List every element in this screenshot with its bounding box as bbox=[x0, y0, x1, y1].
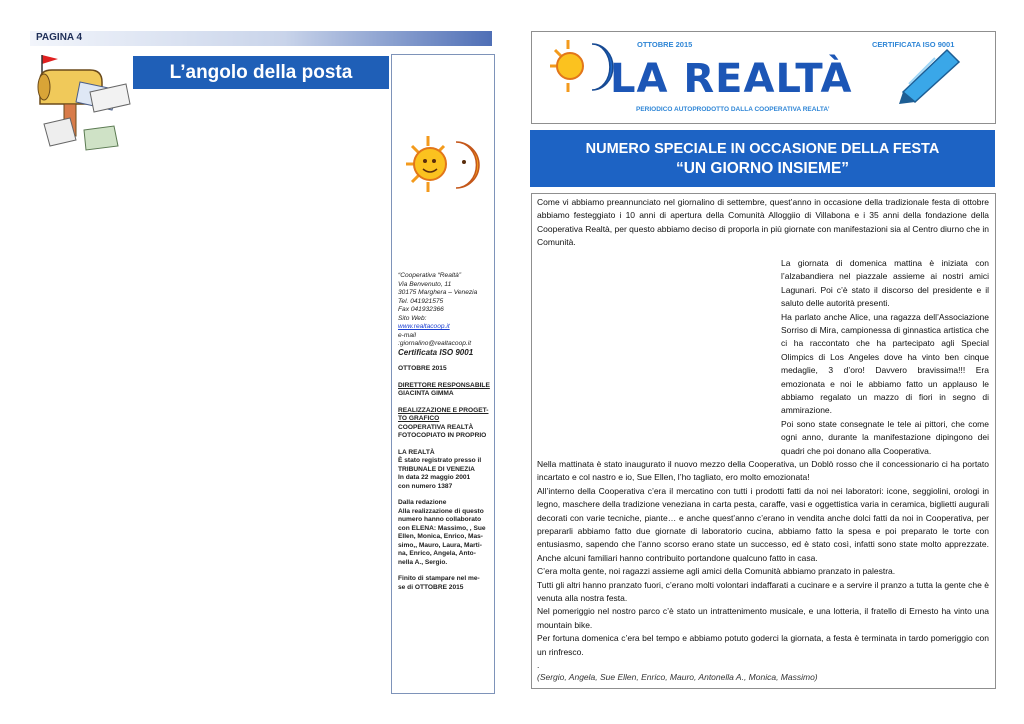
realization-label: REALIZZAZIONE E PROGET- bbox=[398, 406, 489, 414]
redazione-line: nella A., Sergio. bbox=[398, 558, 448, 566]
registration-line: È stato registrato presso il bbox=[398, 457, 482, 464]
realization-label: TO GRAFICO bbox=[398, 415, 440, 422]
colophon-text bbox=[398, 272, 490, 592]
headline-banner bbox=[530, 130, 995, 187]
page-number: PAGINA 4 bbox=[36, 32, 83, 43]
address-line: Via Benvenuto, 11 bbox=[398, 280, 452, 288]
mailbox-icon bbox=[30, 52, 135, 152]
website-label: Sito Web: bbox=[398, 314, 427, 322]
print-line: se di OTTOBRE 2015 bbox=[398, 583, 464, 591]
paragraph: Nella mattinata è stato inaugurato il nuovo mezzo della Cooperativa, un Doblò rosso che il concessionario ci ha portato incartato e col nastro e io, Sue Ellen, l’ho tagliato, ero molto emozionata! bbox=[537, 459, 989, 483]
paragraph: Nel pomeriggio nel nostro parco c’è stato un intrattenimento musicale, e una lotteria, il fratello di Ernesto ha vinto una mountain bike. bbox=[537, 606, 989, 630]
website-link[interactable]: www.realtacoop.it bbox=[398, 323, 450, 330]
redazione-line: na, Enrico, Angela, Anto- bbox=[398, 550, 476, 557]
article-body bbox=[537, 458, 989, 673]
registration-line: TRIBUNALE DI VENEZIA bbox=[398, 465, 475, 473]
certification: Certificata ISO 9001 bbox=[398, 347, 474, 357]
paragraph: . bbox=[537, 660, 540, 671]
email-link[interactable]: :giornalino@realtacoop.it bbox=[398, 340, 472, 347]
paragraph: Per fortuna domenica c’era bel tempo e abbiamo potuto goderci la giornata, a festa è terminata in tardo pomeriggio con un rinfresco. bbox=[537, 633, 989, 657]
sun-moon-icon bbox=[404, 132, 482, 196]
phone-line: Tel. 041921575 bbox=[398, 297, 444, 305]
registration-line: In data 22 maggio 2001 bbox=[398, 474, 471, 481]
paragraph: La giornata di domenica mattina è iniziata con l’alzabandiera nel piazzale assieme ai nostri amici Lagunari. Poi c’è stato il discorso del presidente e il saluto delle autorità presenti. bbox=[781, 258, 989, 309]
iso-certification: CERTIFICATA ISO 9001 bbox=[872, 40, 955, 49]
issue-date: OTTOBRE 2015 bbox=[398, 365, 447, 372]
redazione-line: Alla realizzazione di questo bbox=[398, 507, 484, 515]
director-name: GIACINTA GIMMA bbox=[398, 390, 454, 397]
sun-moon-icon bbox=[548, 36, 614, 98]
redazione-line: numero hanno collaborato bbox=[398, 516, 482, 523]
highlighter-icon bbox=[895, 44, 965, 104]
registration-line: LA REALTÀ bbox=[398, 448, 435, 456]
print-line: Finito di stampare nel me- bbox=[398, 575, 480, 582]
redazione-line: Ellen, Monica, Enrico, Mas- bbox=[398, 533, 484, 540]
paragraph: All’interno della Cooperativa c’era il mercatino con tutti i prodotti fatti da noi nei laboratori: icone, seggiolini, orologi in legno, maschere della tradizione veneziana in carta pesta, caraffe, vasi e oggettistica varia in ceramica, biglietti augurali decorati con varie tecniche, piante… e anche quest’anno c’erano in vendita anche dolci fatti da noi in Cooperativa, per prepararli abbiamo fatto due giornate di laboratorio cucina, abbiamo fatto la spesa e poi preparato le torte con entusiasmo, sapendo che l’anno scorso erano state un successo, ed è stato così, infatti sono state molto apprezzate. Anche alcuni familiari hanno contribuito portandone qualcuno fatto in casa. bbox=[537, 485, 989, 563]
newspaper-title: LA REALTÀ bbox=[610, 56, 853, 102]
redazione-line: con ELENA: Massimo, , Sue bbox=[398, 524, 486, 532]
newspaper-subtitle: PERIODICO AUTOPRODOTTO DALLA COOPERATIVA REALTA’ bbox=[636, 106, 830, 113]
paragraph: Poi sono state consegnate le tele ai pittori, che come ogni anno, durante la manifestazione dipingono dei quadri che poi donano alla Cooperativa. bbox=[781, 418, 989, 456]
fax-line: Fax 041932366 bbox=[398, 306, 444, 313]
realization-line: COOPERATIVA REALTÀ bbox=[398, 423, 474, 431]
paragraph: Ha parlato anche Alice, una ragazza dell’Associazione Sorriso di Mira, campionessa di ginnastica artistica che ci ha raccontato che ha partecipato agli Special Olimpics di Los Angeles dove ha vinto ben cinque medaglie, 3 d’oro! Davvero bravissima!!! Era emozionata e noi le abbiamo fatto un applauso le abbiamo regalato un mazzo di fiori in segno di ammirazione. bbox=[781, 311, 989, 416]
email-label: e-mail bbox=[398, 331, 416, 339]
registration-line: con numero 1387 bbox=[398, 482, 453, 490]
paragraph: C’era molta gente, noi ragazzi assieme agli amici della Comunità abbiamo pranzato in palestra. bbox=[537, 566, 896, 577]
issue-date: OTTOBRE 2015 bbox=[637, 40, 693, 49]
paragraph: Tutti gli altri hanno pranzato fuori, c’erano molti volontari indaffarati a cucinare e a servire il pranzo a tutta la gente che è venuta alla nostra festa. bbox=[537, 579, 989, 604]
headline-line-2: “UN GIORNO INSIEME” bbox=[675, 160, 850, 177]
redazione-line: simo,, Mauro, Laura, Marti- bbox=[398, 541, 482, 549]
realization-line: FOTOCOPIATO IN PROPRIO bbox=[398, 432, 487, 439]
redazione-line: Dalla redazione bbox=[398, 499, 447, 506]
address-line: 30175 Marghera – Venezia bbox=[398, 289, 478, 296]
section-title: L’angolo della posta bbox=[133, 56, 389, 89]
address-line: “Cooperativa “Realtà” bbox=[398, 272, 462, 279]
director-label: DIRETTORE RESPONSABILE bbox=[398, 381, 490, 389]
intro-paragraph: Come vi abbiamo preannunciato nel giornalino di settembre, quest’anno in occasione della tradizionale festa di ottobre abbiamo festeggiato i 10 anni di apertura della Comunità Alloggiio di Villabona e i 35 anni della fondazione della Cooperativa Realtà, per questo abbiamo deciso di proporla in più giornate con manifestazioni sia al Centro diurno che in Comunità. bbox=[537, 197, 989, 248]
article-right-column bbox=[781, 257, 989, 458]
article-intro bbox=[537, 196, 989, 250]
article-signature: (Sergio, Angela, Sue Ellen, Enrico, Mauro, Antonella A., Monica, Massimo) bbox=[537, 672, 818, 682]
page-header-bar bbox=[30, 31, 492, 46]
headline-line-1: NUMERO SPECIALE IN OCCASIONE DELLA FESTA bbox=[585, 141, 940, 157]
